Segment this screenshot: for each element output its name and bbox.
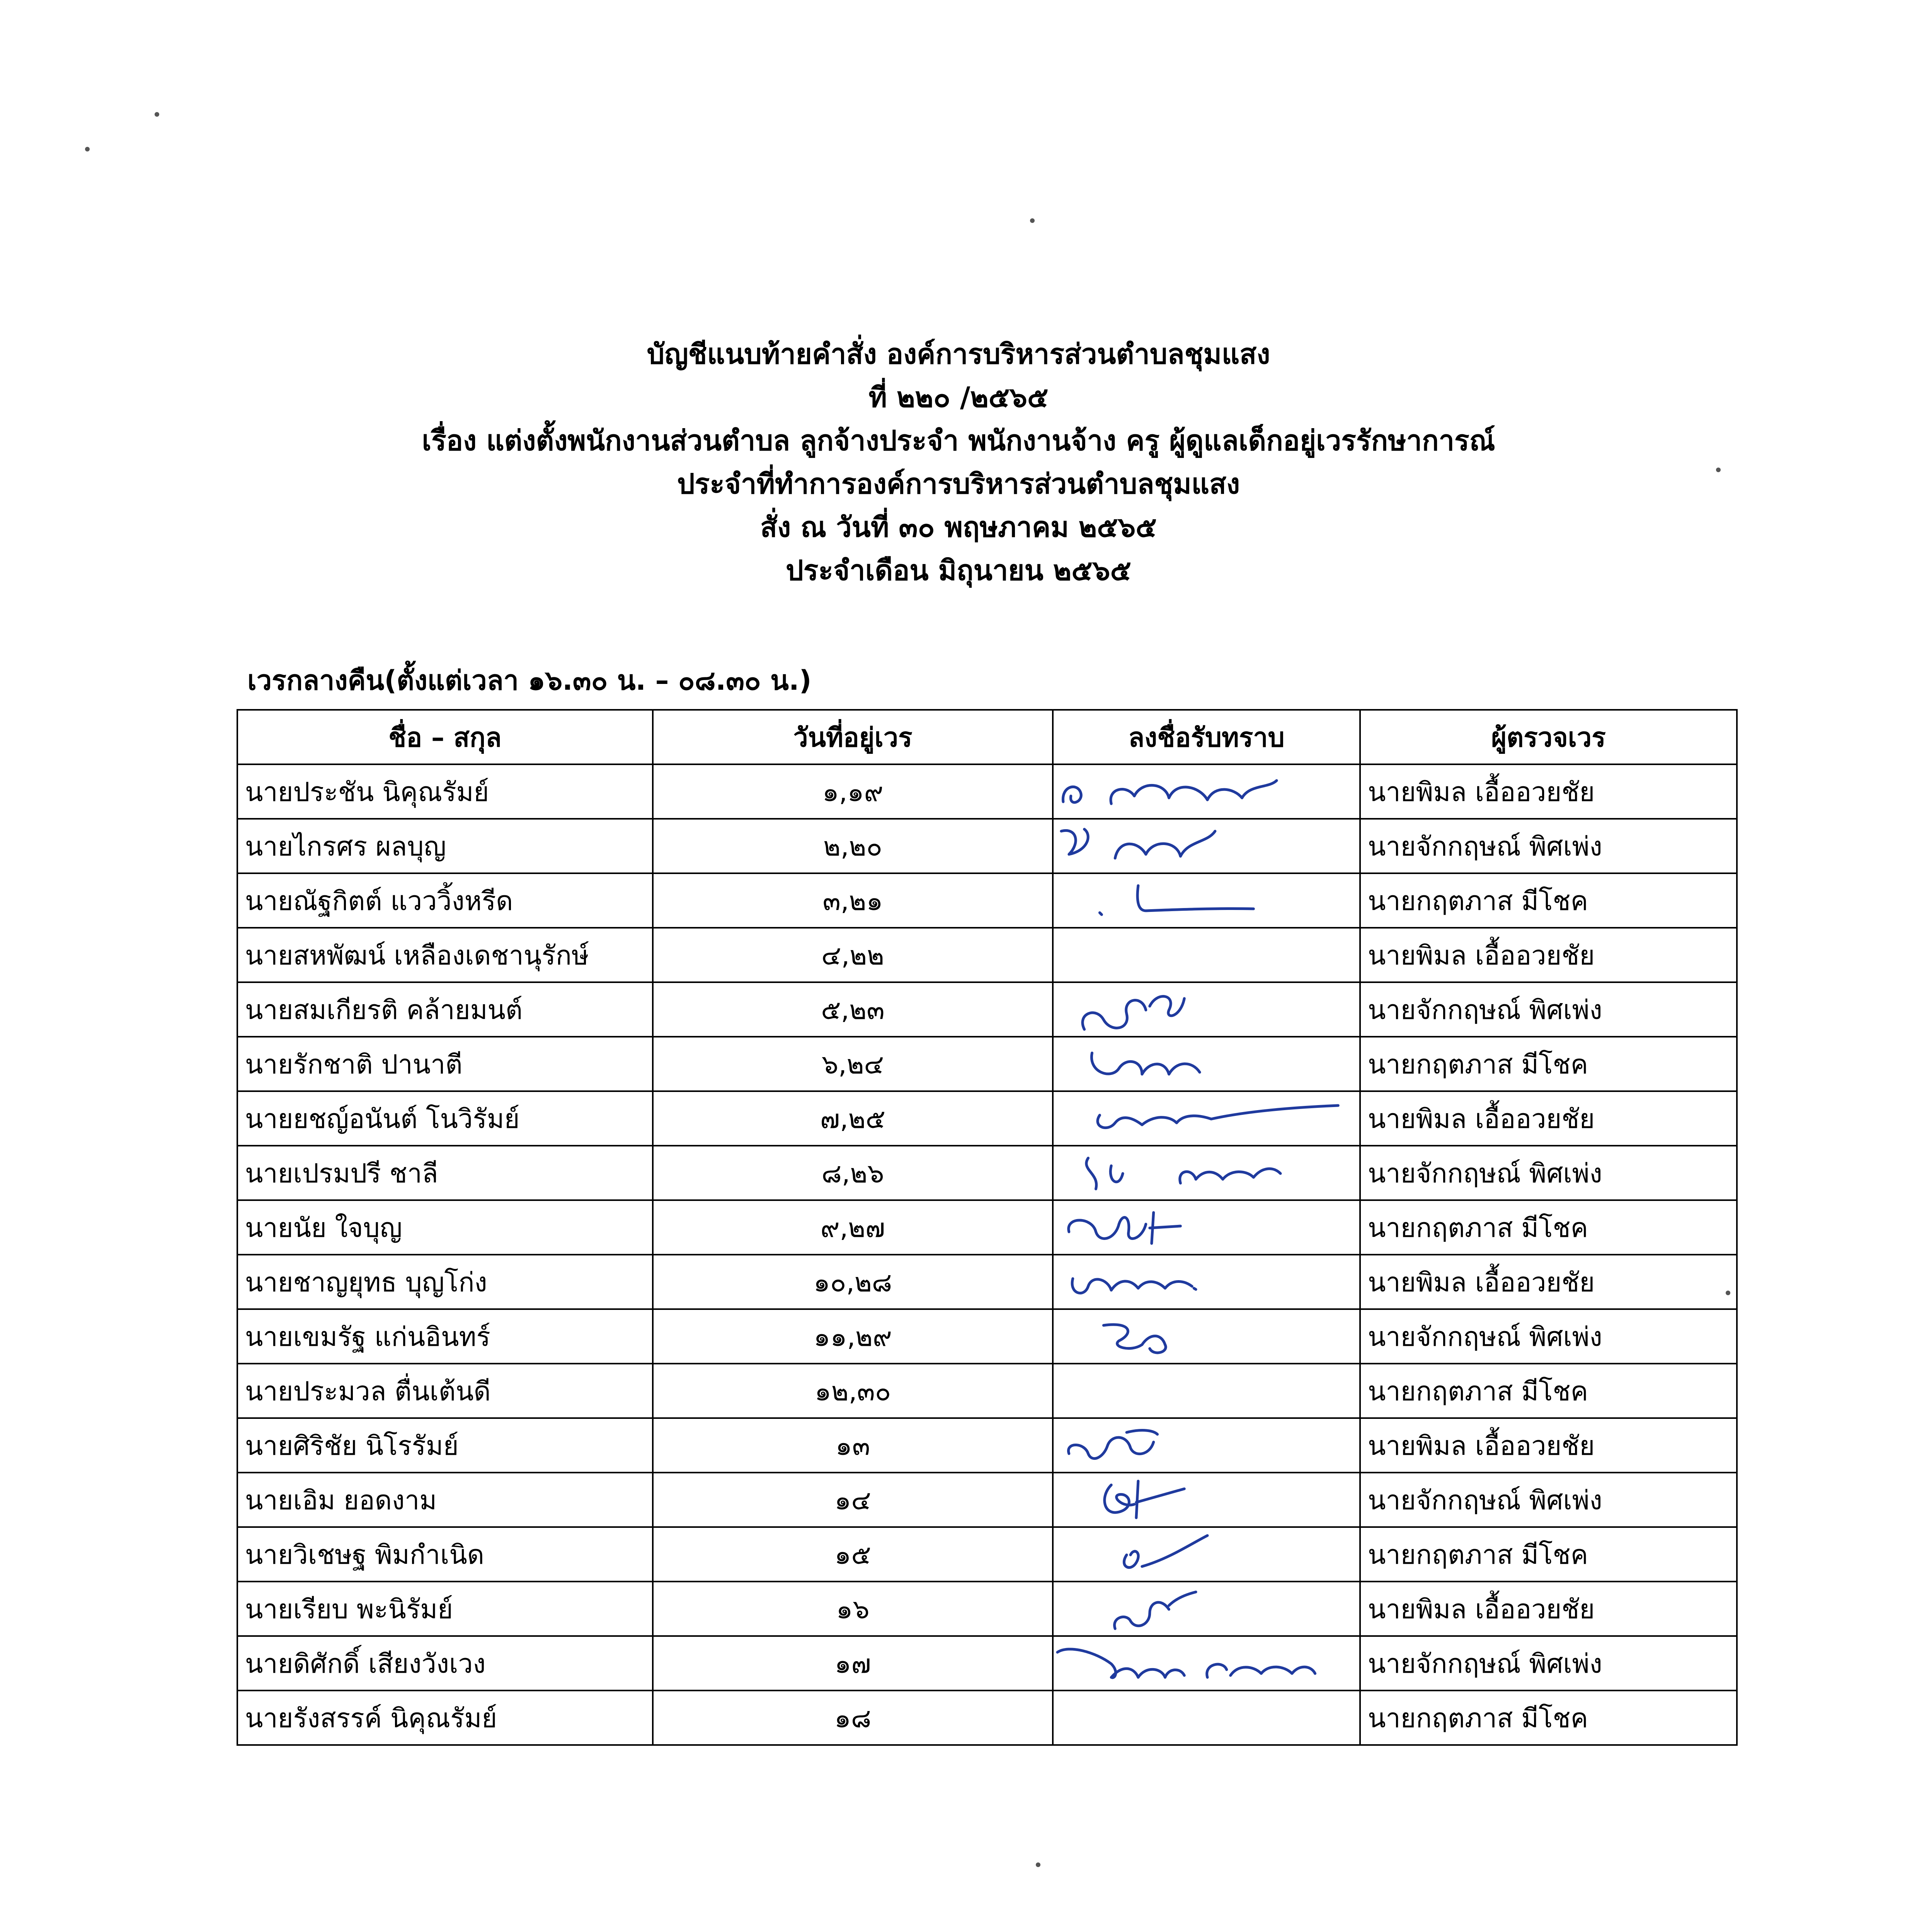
order-number: ที่ ๒๒๐ /๒๕๖๕ <box>868 381 1049 413</box>
handwritten-signature <box>1054 1201 1359 1254</box>
inspector-name: นายจักกฤษณ์ พิศเพ่ง <box>1360 1636 1737 1690</box>
col-header-name: ชื่อ – สกุล <box>237 710 653 764</box>
staff-name: นายประมวล ตื่นเต้นดี <box>237 1364 653 1418</box>
inspector-name: นายพิมล เอื้ออวยชัย <box>1360 1255 1737 1309</box>
shift-label: เวรกลางคืน(ตั้งแต่เวลา ๑๖.๓๐ น. – ๐๘.๓๐ น.) <box>247 665 812 696</box>
header-title: บัญชีแนบท้ายคำสั่ง องค์การบริหารส่วนตำบลชุมแสง <box>647 338 1270 370</box>
col-header-signature: ลงชื่อรับทราบ <box>1053 710 1360 764</box>
staff-name: นายเปรมปรี ชาลี <box>237 1146 653 1200</box>
scan-speck <box>85 147 90 151</box>
handwritten-signature <box>1054 983 1359 1036</box>
table-header-row <box>237 710 1737 764</box>
handwritten-signature <box>1054 765 1359 818</box>
duty-location: ประจำที่ทำการองค์การบริหารส่วนตำบลชุมแสง <box>677 468 1240 500</box>
handwritten-signature <box>1054 1419 1359 1472</box>
staff-name: นายรังสรรค์ นิคุณรัมย์ <box>237 1690 653 1745</box>
handwritten-signature <box>1054 1473 1359 1526</box>
inspector-name: นายพิมล เอื้ออวยชัย <box>1360 928 1737 982</box>
table-row <box>237 1582 1737 1636</box>
handwritten-signature <box>1054 1582 1359 1635</box>
table-row <box>237 928 1737 982</box>
table-row <box>237 1255 1737 1309</box>
staff-name: นายดิศักดิ์ เสียงวังเวง <box>237 1636 653 1690</box>
signature-cell <box>1053 1200 1360 1255</box>
duty-days: ๘,๒๖ <box>653 1146 1053 1200</box>
handwritten-signature <box>1054 1092 1359 1145</box>
inspector-name: นายพิมล เอื้ออวยชัย <box>1360 1091 1737 1146</box>
duty-days: ๓,๒๑ <box>653 873 1053 928</box>
inspector-name: นายพิมล เอื้ออวยชัย <box>1360 1418 1737 1473</box>
signature-cell <box>1053 1636 1360 1690</box>
signature-cell <box>1053 1255 1360 1309</box>
table-row <box>237 1037 1737 1091</box>
scan-speck <box>1726 1291 1730 1295</box>
signature-cell <box>1053 1418 1360 1473</box>
table-row <box>237 819 1737 873</box>
signature-cell <box>1053 819 1360 873</box>
duty-days: ๑๕ <box>653 1527 1053 1582</box>
inspector-name: นายกฤตภาส มีโชค <box>1360 1527 1737 1582</box>
table-row <box>237 1364 1737 1418</box>
staff-name: นายเขมรัฐ แก่นอินทร์ <box>237 1309 653 1364</box>
duty-days: ๒,๒๐ <box>653 819 1053 873</box>
handwritten-signature <box>1054 874 1359 927</box>
table-row <box>237 1473 1737 1527</box>
duty-days: ๑๘ <box>653 1690 1053 1745</box>
inspector-name: นายจักกฤษณ์ พิศเพ่ง <box>1360 982 1737 1037</box>
table-row <box>237 1636 1737 1690</box>
staff-name: นายยชญ์อนันต์ โนวิรัมย์ <box>237 1091 653 1146</box>
duty-days: ๕,๒๓ <box>653 982 1053 1037</box>
staff-name: นายณัฐกิตต์ แวววิ้งหรีด <box>237 873 653 928</box>
duty-days: ๑๖ <box>653 1582 1053 1636</box>
signature-cell <box>1053 873 1360 928</box>
inspector-name: นายกฤตภาส มีโชค <box>1360 1037 1737 1091</box>
inspector-name: นายจักกฤษณ์ พิศเพ่ง <box>1360 819 1737 873</box>
staff-name: นายไกรศร ผลบุญ <box>237 819 653 873</box>
duty-days: ๖,๒๔ <box>653 1037 1053 1091</box>
table-row <box>237 764 1737 819</box>
signature-cell <box>1053 1309 1360 1364</box>
staff-name: นายเอิม ยอดงาม <box>237 1473 653 1527</box>
handwritten-signature <box>1054 1637 1359 1690</box>
table-row <box>237 1146 1737 1200</box>
order-date: สั่ง ณ วันที่ ๓๐ พฤษภาคม ๒๕๖๕ <box>760 511 1157 543</box>
duty-days: ๗,๒๕ <box>653 1091 1053 1146</box>
table-row <box>237 1418 1737 1473</box>
handwritten-signature <box>1054 1146 1359 1199</box>
scan-speck <box>1030 218 1035 223</box>
handwritten-signature <box>1054 1255 1359 1308</box>
inspector-name: นายกฤตภาส มีโชค <box>1360 1200 1737 1255</box>
inspector-name: นายกฤตภาส มีโชค <box>1360 873 1737 928</box>
inspector-name: นายกฤตภาส มีโชค <box>1360 1690 1737 1745</box>
duty-days: ๑๗ <box>653 1636 1053 1690</box>
duty-days: ๑๔ <box>653 1473 1053 1527</box>
order-subject: เรื่อง แต่งตั้งพนักงานส่วนตำบล ลูกจ้างประจำ พนักงานจ้าง ครู ผู้ดูแลเด็กอยู่เวรรักษาการณ์ <box>422 424 1495 457</box>
document-header <box>0 332 1917 592</box>
signature-cell <box>1053 1582 1360 1636</box>
table-row <box>237 1200 1737 1255</box>
scan-speck <box>155 112 159 117</box>
staff-name: นายสมเกียรติ คล้ายมนต์ <box>237 982 653 1037</box>
table-row <box>237 1091 1737 1146</box>
staff-name: นายนัย ใจบุญ <box>237 1200 653 1255</box>
handwritten-signature <box>1054 820 1359 872</box>
staff-name: นายวิเชษฐ พิมกำเนิด <box>237 1527 653 1582</box>
duty-days: ๙,๒๗ <box>653 1200 1053 1255</box>
signature-cell <box>1053 1473 1360 1527</box>
inspector-name: นายจักกฤษณ์ พิศเพ่ง <box>1360 1309 1737 1364</box>
signature-cell <box>1053 1146 1360 1200</box>
staff-name: นายสหพัฒน์ เหลืองเดชานุรักษ์ <box>237 928 653 982</box>
staff-name: นายเรียบ พะนิรัมย์ <box>237 1582 653 1636</box>
signature-cell <box>1053 1037 1360 1091</box>
duty-days: ๔,๒๒ <box>653 928 1053 982</box>
signature-cell <box>1053 982 1360 1037</box>
handwritten-signature <box>1054 1310 1359 1363</box>
duty-days: ๑๓ <box>653 1418 1053 1473</box>
handwritten-signature <box>1054 1037 1359 1090</box>
col-header-duty-days: วันที่อยู่เวร <box>653 710 1053 764</box>
inspector-name: นายพิมล เอื้ออวยชัย <box>1360 764 1737 819</box>
inspector-name: นายพิมล เอื้ออวยชัย <box>1360 1582 1737 1636</box>
duty-roster-table <box>237 709 1738 1746</box>
duty-days: ๑,๑๙ <box>653 764 1053 819</box>
staff-name: นายชาญยุทธ บุญโก่ง <box>237 1255 653 1309</box>
handwritten-signature <box>1054 1528 1359 1581</box>
duty-month: ประจำเดือน มิถุนายน ๒๕๖๕ <box>786 554 1131 587</box>
table-row <box>237 1690 1737 1745</box>
staff-name: นายรักชาติ ปานาตี <box>237 1037 653 1091</box>
staff-name: นายศิริชัย นิโรรัมย์ <box>237 1418 653 1473</box>
duty-days: ๑๒,๓๐ <box>653 1364 1053 1418</box>
scan-speck <box>1716 468 1721 472</box>
staff-name: นายประชัน นิคุณรัมย์ <box>237 764 653 819</box>
table-row <box>237 873 1737 928</box>
signature-cell <box>1053 764 1360 819</box>
col-header-inspector: ผู้ตรวจเวร <box>1360 710 1737 764</box>
signature-cell <box>1053 1091 1360 1146</box>
inspector-name: นายจักกฤษณ์ พิศเพ่ง <box>1360 1146 1737 1200</box>
table-row <box>237 1309 1737 1364</box>
duty-days: ๑๐,๒๘ <box>653 1255 1053 1309</box>
inspector-name: นายจักกฤษณ์ พิศเพ่ง <box>1360 1473 1737 1527</box>
inspector-name: นายกฤตภาส มีโชค <box>1360 1364 1737 1418</box>
signature-cell <box>1053 928 1360 982</box>
table-row <box>237 982 1737 1037</box>
table-row <box>237 1527 1737 1582</box>
signature-cell <box>1053 1527 1360 1582</box>
duty-days: ๑๑,๒๙ <box>653 1309 1053 1364</box>
signature-cell <box>1053 1364 1360 1418</box>
scan-speck <box>1036 1862 1040 1867</box>
signature-cell <box>1053 1690 1360 1745</box>
